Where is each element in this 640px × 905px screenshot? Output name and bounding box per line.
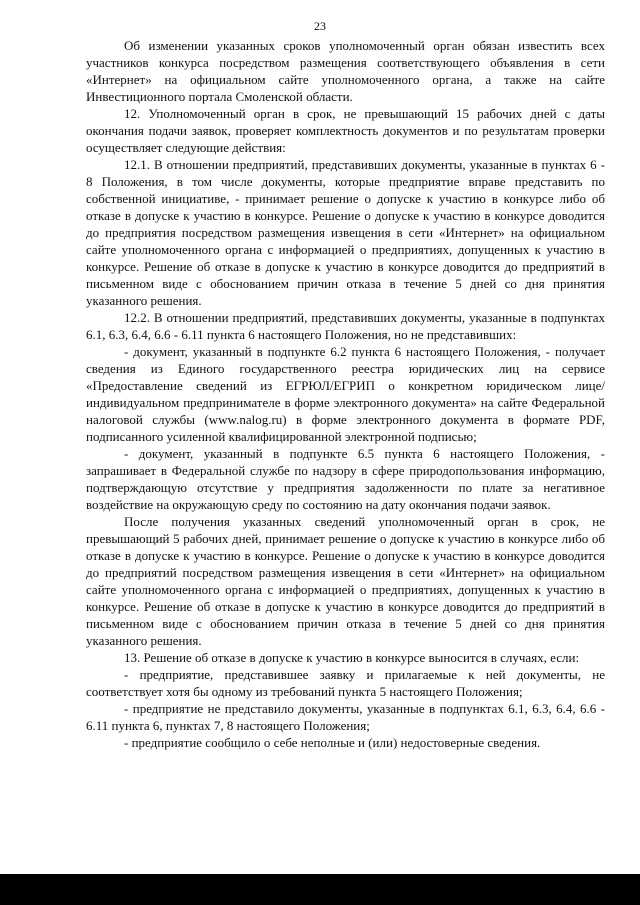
scan-bottom-border [0,874,640,905]
paragraph-12-2-missing-documents: 12.2. В отношении предприятий, представивших документы, указанные в подпунктах 6.1, 6.3, 6.4, 6.6 - 6.11 пункта 6 настоящего Положения, но не представивших: [86,310,605,342]
list-item-requirements-mismatch: - предприятие, представившее заявку и прилагаемые к ней документы, не соответствует хотя бы одному из требований пункта 5 настоящего Положения; [86,667,605,699]
list-item-egrul-request: - документ, указанный в подпункте 6.2 пункта 6 настоящего Положения, - получает сведения из Единого государственного реестра юридических лиц на сервисе «Предоставление сведений из ЕГРЮЛ/ЕГРИП о конкретном юридическом лице/индивидуальном предпринимателе в форме электронного документа» на сайте Федеральной налоговой службы (www.nalog.ru) в форме электронного документа в формате PDF, подписанного усиленной квалифицированной электронной подписью; [86,344,605,444]
list-item-false-information: - предприятие сообщило о себе неполные и (или) недостоверные сведения. [124,735,541,750]
paragraph-after-receiving-info: После получения указанных сведений уполномоченный орган в срок, не превышающий 5 рабочих дней, принимает решение о допуске к участию в конкурсе либо об отказе в допуске к участию в конкурсе. Решение о допуске к участию в конкурсе доводится до предприятий посредством размещения извещения в сети «Интернет» на официальном сайте уполномоченного органа с информацией о предприятиях, допущенных к участию в конкурсе. Решение об отказе в допуске к участию в конкурсе доводится до предприятий в письменном виде с обоснованием причин отказа в течение 5 дней со дня принятия указанного решения. [86,514,605,648]
document-body [86,37,605,751]
list-item-documents-not-submitted: - предприятие не представило документы, указанные в подпунктах 6.1, 6.3, 6.4, 6.6 - 6.11 пункта 6, пунктах 7, 8 настоящего Положения; [86,701,605,733]
page-number: 23 [314,19,326,33]
paragraph-13-refusal-cases: 13. Решение об отказе в допуске к участию в конкурсе выносится в случаях, если: [124,650,580,665]
list-item-environmental-debt-request: - документ, указанный в подпункте 6.5 пункта 6 настоящего Положения, - запрашивает в Федеральной службе по надзору в сфере природопользования информацию, подтверждающую отсутствие у предприятия задолженности по плате за негативное воздействие на окружающую среду по состоянию на дату окончания подачи заявок. [86,446,605,512]
paragraph-12-document-check: 12. Уполномоченный орган в срок, не превышающий 15 рабочих дней с даты окончания подачи заявок, проверяет комплектность документов и по результатам проверки осуществляет следующие действия: [86,106,605,155]
paragraph-12-1-admission-decision: 12.1. В отношении предприятий, представивших документы, указанные в пунктах 6 - 8 Положения, в том числе документы, которые предприятие вправе представить по собственной инициативе, - принимает решение о допуске к участию в конкурсе либо об отказе в допуске к участию в конкурсе. Решение о допуске к участию в конкурсе доводится до предприятия посредством размещения извещения в сети «Интернет» на официальном сайте уполномоченного органа с информацией о предприятиях, допущенных к участию в конкурсе. Решение об отказе в допуске к участию в конкурсе доводится до предприятий в письменном виде с обоснованием причин отказа в течение 5 дней со дня принятия указанного решения. [86,157,605,308]
paragraph-deadline-change-notice: Об изменении указанных сроков уполномоченный орган обязан известить всех участников конкурса посредством размещения соответствующего объявления в сети «Интернет» на официальном сайте уполномоченного органа, а также на сайте Инвестиционного портала Смоленской области. [86,38,605,104]
